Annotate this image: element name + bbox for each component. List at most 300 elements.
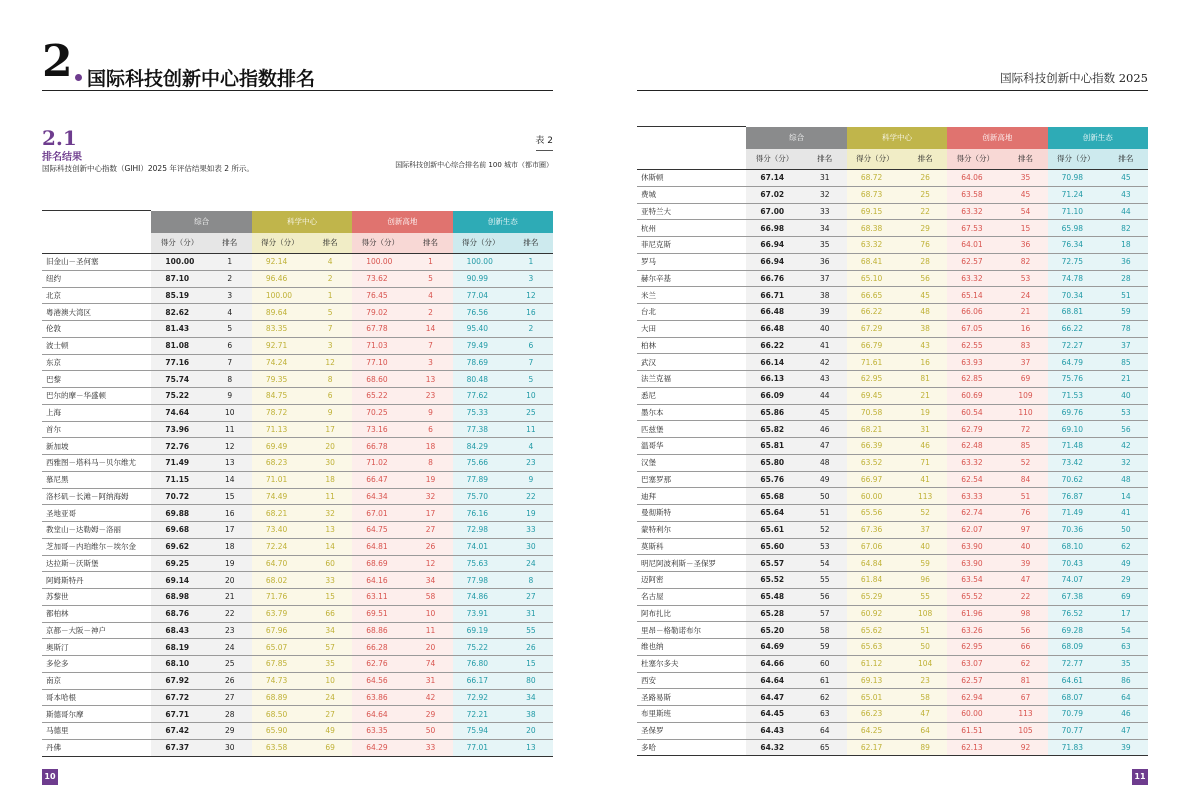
- cell-innovation-rank: 45: [1003, 186, 1047, 203]
- cell-ecosystem-score: 75.94: [453, 723, 509, 740]
- cell-ecosystem-rank: 48: [1104, 471, 1148, 488]
- table-row: [637, 454, 1148, 471]
- cell-science-score: 64.70: [252, 555, 308, 572]
- cell-innovation-rank: 105: [1003, 722, 1047, 739]
- cell-innovation-rank: 15: [1003, 220, 1047, 237]
- ranking-table-left-wrap: [42, 210, 553, 757]
- cell-innovation-score: 63.58: [947, 186, 1003, 203]
- cell-innovation-score: 62.74: [947, 505, 1003, 522]
- cell-innovation-score: 62.76: [352, 656, 408, 673]
- cell-overall-rank: 50: [803, 488, 847, 505]
- cell-innovation-score: 64.75: [352, 522, 408, 539]
- cell-science-score: 65.62: [847, 622, 903, 639]
- cell-innovation-rank: 58: [408, 589, 452, 606]
- cell-innovation-score: 79.02: [352, 304, 408, 321]
- cell-science-rank: 66: [308, 605, 352, 622]
- cell-innovation-rank: 113: [1003, 706, 1047, 723]
- cell-ecosystem-rank: 59: [1104, 304, 1148, 321]
- table-row: [637, 622, 1148, 639]
- cell-science-rank: 41: [903, 471, 947, 488]
- cell-overall-rank: 15: [208, 488, 252, 505]
- cell-science-rank: 12: [308, 354, 352, 371]
- cell-science-score: 65.01: [847, 689, 903, 706]
- cell-overall-rank: 27: [208, 689, 252, 706]
- cell-city: 米兰: [637, 287, 746, 304]
- table-row: [42, 505, 553, 522]
- cell-ecosystem-score: 77.04: [453, 287, 509, 304]
- cell-ecosystem-score: 68.07: [1048, 689, 1104, 706]
- cell-ecosystem-score: 76.16: [453, 505, 509, 522]
- cell-ecosystem-score: 84.29: [453, 438, 509, 455]
- cell-overall-score: 66.13: [746, 371, 802, 388]
- cell-ecosystem-score: 68.09: [1048, 639, 1104, 656]
- cell-city: 温哥华: [637, 438, 746, 455]
- cell-innovation-rank: 109: [1003, 387, 1047, 404]
- cell-science-score: 64.84: [847, 555, 903, 572]
- cell-overall-rank: 11: [208, 421, 252, 438]
- table-label: 表 2: [535, 136, 553, 146]
- cell-innovation-score: 64.29: [352, 739, 408, 756]
- cell-overall-rank: 59: [803, 639, 847, 656]
- cell-ecosystem-rank: 56: [1104, 421, 1148, 438]
- cell-ecosystem-rank: 17: [1104, 605, 1148, 622]
- cell-ecosystem-score: 68.10: [1048, 538, 1104, 555]
- section-title: 排名结果: [42, 152, 82, 163]
- cell-overall-rank: 49: [803, 471, 847, 488]
- cell-overall-rank: 48: [803, 454, 847, 471]
- cell-innovation-rank: 52: [1003, 454, 1047, 471]
- header-rule-right: [637, 90, 1148, 91]
- cell-overall-rank: 40: [803, 320, 847, 337]
- table-row: [637, 404, 1148, 421]
- cell-science-score: 69.13: [847, 672, 903, 689]
- cell-ecosystem-rank: 33: [509, 522, 553, 539]
- cell-ecosystem-rank: 39: [1104, 739, 1148, 756]
- cell-city: 京都－大阪－神户: [42, 622, 151, 639]
- cell-innovation-rank: 8: [408, 455, 452, 472]
- cell-innovation-score: 64.34: [352, 488, 408, 505]
- cell-overall-rank: 35: [803, 237, 847, 254]
- cell-innovation-score: 63.54: [947, 572, 1003, 589]
- cell-overall-score: 67.14: [746, 170, 802, 187]
- cell-science-rank: 64: [903, 722, 947, 739]
- cell-city: 巴黎: [42, 371, 151, 388]
- cell-city: 多哈: [637, 739, 746, 756]
- cell-science-score: 89.64: [252, 304, 308, 321]
- cell-city: 芝加哥－内珀维尔－埃尔金: [42, 538, 151, 555]
- cell-innovation-rank: 5: [408, 270, 452, 287]
- cell-ecosystem-score: 95.40: [453, 321, 509, 338]
- cell-ecosystem-rank: 32: [1104, 454, 1148, 471]
- cell-overall-score: 64.47: [746, 689, 802, 706]
- cell-innovation-rank: 82: [1003, 253, 1047, 270]
- cell-innovation-score: 65.14: [947, 287, 1003, 304]
- cell-ecosystem-rank: 19: [509, 505, 553, 522]
- cell-overall-rank: 47: [803, 438, 847, 455]
- cell-ecosystem-rank: 10: [509, 388, 553, 405]
- cell-science-rank: 58: [903, 689, 947, 706]
- cell-ecosystem-score: 65.98: [1048, 220, 1104, 237]
- cell-science-score: 72.24: [252, 538, 308, 555]
- cell-city: 迈阿密: [637, 572, 746, 589]
- cell-science-score: 62.17: [847, 739, 903, 756]
- cell-science-score: 78.72: [252, 404, 308, 421]
- cell-city: 洛杉矶－长滩－阿纳海姆: [42, 488, 151, 505]
- cell-innovation-rank: 6: [408, 421, 452, 438]
- cell-ecosystem-rank: 15: [509, 656, 553, 673]
- cell-ecosystem-rank: 54: [1104, 622, 1148, 639]
- header-group-science: 科学中心: [252, 211, 352, 233]
- cell-science-rank: 45: [903, 287, 947, 304]
- cell-ecosystem-rank: 44: [1104, 203, 1148, 220]
- cell-ecosystem-score: 77.38: [453, 421, 509, 438]
- cell-innovation-score: 62.94: [947, 689, 1003, 706]
- cell-overall-rank: 3: [208, 287, 252, 304]
- cell-science-score: 66.22: [847, 304, 903, 321]
- table-row: [42, 321, 553, 338]
- cell-overall-score: 65.57: [746, 555, 802, 572]
- cell-science-score: 71.01: [252, 471, 308, 488]
- cell-overall-score: 65.60: [746, 538, 802, 555]
- cell-city: 里昂－格勒诺布尔: [637, 622, 746, 639]
- cell-ecosystem-score: 74.01: [453, 538, 509, 555]
- cell-overall-rank: 56: [803, 588, 847, 605]
- cell-ecosystem-rank: 69: [1104, 588, 1148, 605]
- cell-ecosystem-rank: 26: [509, 639, 553, 656]
- cell-science-score: 69.15: [847, 203, 903, 220]
- cell-innovation-rank: 3: [408, 354, 452, 371]
- cell-innovation-score: 63.11: [352, 589, 408, 606]
- cell-science-rank: 46: [903, 438, 947, 455]
- table-row: [637, 237, 1148, 254]
- cell-innovation-rank: 35: [1003, 170, 1047, 187]
- ranking-table-right-wrap: [637, 126, 1148, 756]
- cell-science-score: 68.41: [847, 253, 903, 270]
- cell-overall-score: 66.48: [746, 320, 802, 337]
- header-rank: 排名: [903, 149, 947, 170]
- cell-innovation-rank: 26: [408, 538, 452, 555]
- cell-innovation-score: 63.86: [352, 689, 408, 706]
- cell-overall-rank: 29: [208, 723, 252, 740]
- header-rank: 排名: [803, 149, 847, 170]
- cell-overall-score: 66.76: [746, 270, 802, 287]
- cell-overall-score: 68.10: [151, 656, 207, 673]
- cell-overall-rank: 2: [208, 270, 252, 287]
- cell-overall-score: 72.76: [151, 438, 207, 455]
- ranking-table-right: [637, 126, 1148, 756]
- cell-innovation-rank: 47: [1003, 572, 1047, 589]
- cell-city: 费城: [637, 186, 746, 203]
- table-row: [637, 421, 1148, 438]
- cell-innovation-rank: 66: [1003, 639, 1047, 656]
- chapter-dot: [75, 74, 82, 81]
- cell-science-rank: 48: [903, 304, 947, 321]
- cell-science-rank: 96: [903, 572, 947, 589]
- cell-innovation-score: 63.32: [947, 203, 1003, 220]
- cell-science-rank: 27: [308, 706, 352, 723]
- cell-innovation-rank: 11: [408, 622, 452, 639]
- cell-innovation-score: 63.90: [947, 538, 1003, 555]
- cell-ecosystem-score: 78.69: [453, 354, 509, 371]
- cell-ecosystem-rank: 80: [509, 672, 553, 689]
- cell-science-score: 65.90: [252, 723, 308, 740]
- cell-science-score: 67.06: [847, 538, 903, 555]
- cell-innovation-rank: 98: [1003, 605, 1047, 622]
- cell-ecosystem-score: 72.92: [453, 689, 509, 706]
- cell-ecosystem-rank: 5: [509, 371, 553, 388]
- cell-innovation-score: 64.56: [352, 672, 408, 689]
- cell-science-score: 71.76: [252, 589, 308, 606]
- table-row: [637, 170, 1148, 187]
- cell-innovation-rank: 51: [1003, 488, 1047, 505]
- cell-innovation-rank: 74: [408, 656, 452, 673]
- table-row: [42, 622, 553, 639]
- cell-ecosystem-rank: 24: [509, 555, 553, 572]
- table-row: [637, 521, 1148, 538]
- cell-science-rank: 50: [903, 639, 947, 656]
- cell-overall-score: 82.62: [151, 304, 207, 321]
- table-row: [637, 287, 1148, 304]
- cell-ecosystem-score: 100.00: [453, 254, 509, 271]
- cell-ecosystem-score: 71.83: [1048, 739, 1104, 756]
- cell-ecosystem-score: 71.53: [1048, 387, 1104, 404]
- cell-science-rank: 69: [308, 739, 352, 756]
- table-row: [637, 722, 1148, 739]
- cell-innovation-rank: 34: [408, 572, 452, 589]
- cell-innovation-score: 73.16: [352, 421, 408, 438]
- cell-city: 上海: [42, 404, 151, 421]
- cell-ecosystem-rank: 21: [1104, 371, 1148, 388]
- cell-science-score: 100.00: [252, 287, 308, 304]
- cell-ecosystem-rank: 86: [1104, 672, 1148, 689]
- cell-innovation-rank: 54: [1003, 203, 1047, 220]
- cell-ecosystem-score: 75.22: [453, 639, 509, 656]
- cell-science-rank: 34: [308, 622, 352, 639]
- cell-overall-score: 71.49: [151, 455, 207, 472]
- cell-science-rank: 16: [903, 354, 947, 371]
- table-row: [42, 689, 553, 706]
- cell-science-rank: 4: [308, 254, 352, 271]
- cell-science-rank: 5: [308, 304, 352, 321]
- cell-overall-score: 69.68: [151, 522, 207, 539]
- cell-city: 莫斯科: [637, 538, 746, 555]
- cell-innovation-score: 77.10: [352, 354, 408, 371]
- header-rule-left: [42, 90, 553, 91]
- cell-innovation-rank: 19: [408, 471, 452, 488]
- cell-overall-score: 65.61: [746, 521, 802, 538]
- cell-overall-rank: 7: [208, 354, 252, 371]
- cell-science-rank: 52: [903, 505, 947, 522]
- cell-science-score: 65.63: [847, 639, 903, 656]
- ranking-table-left-body: [42, 254, 553, 757]
- table-row: [637, 605, 1148, 622]
- cell-ecosystem-rank: 16: [509, 304, 553, 321]
- table-row: [637, 220, 1148, 237]
- cell-ecosystem-rank: 34: [509, 689, 553, 706]
- cell-overall-rank: 28: [208, 706, 252, 723]
- cell-city: 杜塞尔多夫: [637, 655, 746, 672]
- table-caption: 国际科技创新中心综合排名前 100 城市（都市圈）: [395, 161, 553, 169]
- cell-science-rank: 15: [308, 589, 352, 606]
- cell-overall-score: 68.19: [151, 639, 207, 656]
- header-score: 得分（分）: [947, 149, 1003, 170]
- cell-overall-score: 68.43: [151, 622, 207, 639]
- cell-overall-rank: 12: [208, 438, 252, 455]
- cell-city: 圣地亚哥: [42, 505, 151, 522]
- ranking-table-left: [42, 210, 553, 757]
- cell-city: 菲尼克斯: [637, 237, 746, 254]
- header-score: 得分（分）: [453, 233, 509, 254]
- cell-science-rank: 76: [903, 237, 947, 254]
- cell-innovation-rank: 97: [1003, 521, 1047, 538]
- cell-ecosystem-rank: 49: [1104, 555, 1148, 572]
- cell-city: 杭州: [637, 220, 746, 237]
- cell-city: 蒙特利尔: [637, 521, 746, 538]
- cell-overall-rank: 44: [803, 387, 847, 404]
- cell-ecosystem-score: 68.81: [1048, 304, 1104, 321]
- table-row: [637, 337, 1148, 354]
- cell-city: 马德里: [42, 723, 151, 740]
- cell-overall-score: 77.16: [151, 354, 207, 371]
- cell-overall-score: 81.43: [151, 321, 207, 338]
- cell-city: 达拉斯－沃斯堡: [42, 555, 151, 572]
- cell-science-score: 71.13: [252, 421, 308, 438]
- cell-overall-score: 65.82: [746, 421, 802, 438]
- cell-city: 台北: [637, 304, 746, 321]
- cell-ecosystem-score: 74.78: [1048, 270, 1104, 287]
- cell-innovation-score: 62.54: [947, 471, 1003, 488]
- cell-innovation-score: 60.00: [947, 706, 1003, 723]
- header-group-innovation: 创新高地: [947, 127, 1047, 149]
- table-row: [42, 404, 553, 421]
- cell-ecosystem-score: 69.28: [1048, 622, 1104, 639]
- cell-ecosystem-score: 77.01: [453, 739, 509, 756]
- cell-city: 新加坡: [42, 438, 151, 455]
- table-row: [42, 337, 553, 354]
- cell-science-rank: 108: [903, 605, 947, 622]
- cell-science-score: 74.49: [252, 488, 308, 505]
- table-row: [42, 304, 553, 321]
- cell-science-score: 67.36: [847, 521, 903, 538]
- cell-ecosystem-score: 76.52: [1048, 605, 1104, 622]
- cell-ecosystem-rank: 51: [1104, 287, 1148, 304]
- table-row: [42, 555, 553, 572]
- cell-city: 西安: [637, 672, 746, 689]
- header-rank: 排名: [509, 233, 553, 254]
- cell-science-score: 83.35: [252, 321, 308, 338]
- cell-ecosystem-score: 70.62: [1048, 471, 1104, 488]
- cell-ecosystem-score: 75.33: [453, 404, 509, 421]
- cell-overall-rank: 58: [803, 622, 847, 639]
- cell-science-rank: 26: [903, 170, 947, 187]
- cell-overall-score: 67.92: [151, 672, 207, 689]
- cell-science-rank: 3: [308, 337, 352, 354]
- cell-science-score: 71.61: [847, 354, 903, 371]
- cell-ecosystem-score: 77.89: [453, 471, 509, 488]
- cell-innovation-score: 62.48: [947, 438, 1003, 455]
- cell-overall-score: 64.66: [746, 655, 802, 672]
- cell-overall-rank: 65: [803, 739, 847, 756]
- table-row: [42, 639, 553, 656]
- cell-innovation-score: 68.60: [352, 371, 408, 388]
- cell-innovation-rank: 27: [408, 522, 452, 539]
- table-row: [42, 522, 553, 539]
- cell-innovation-score: 62.95: [947, 639, 1003, 656]
- cell-ecosystem-score: 90.99: [453, 270, 509, 287]
- cell-overall-rank: 60: [803, 655, 847, 672]
- cell-innovation-score: 64.06: [947, 170, 1003, 187]
- cell-science-score: 73.40: [252, 522, 308, 539]
- cell-innovation-score: 61.51: [947, 722, 1003, 739]
- table-row: [637, 471, 1148, 488]
- cell-science-rank: 11: [308, 488, 352, 505]
- cell-ecosystem-score: 73.42: [1048, 454, 1104, 471]
- cell-innovation-rank: 14: [408, 321, 452, 338]
- cell-ecosystem-score: 69.76: [1048, 404, 1104, 421]
- cell-innovation-score: 64.81: [352, 538, 408, 555]
- cell-science-score: 65.10: [847, 270, 903, 287]
- cell-innovation-score: 62.55: [947, 337, 1003, 354]
- cell-science-score: 74.24: [252, 354, 308, 371]
- cell-science-rank: 24: [308, 689, 352, 706]
- cell-overall-score: 69.14: [151, 572, 207, 589]
- cell-overall-rank: 18: [208, 538, 252, 555]
- cell-innovation-score: 62.13: [947, 739, 1003, 756]
- cell-innovation-score: 62.57: [947, 672, 1003, 689]
- cell-ecosystem-score: 70.98: [1048, 170, 1104, 187]
- cell-city: 罗马: [637, 253, 746, 270]
- header-group-science: 科学中心: [847, 127, 947, 149]
- cell-ecosystem-rank: 11: [509, 421, 553, 438]
- cell-ecosystem-rank: 28: [1104, 270, 1148, 287]
- cell-innovation-score: 64.64: [352, 706, 408, 723]
- cell-ecosystem-score: 66.17: [453, 672, 509, 689]
- cell-overall-rank: 46: [803, 421, 847, 438]
- cell-science-score: 92.14: [252, 254, 308, 271]
- cell-city: 粤港澳大湾区: [42, 304, 151, 321]
- cell-innovation-rank: 21: [1003, 304, 1047, 321]
- cell-innovation-score: 65.52: [947, 588, 1003, 605]
- cell-innovation-score: 63.26: [947, 622, 1003, 639]
- cell-ecosystem-rank: 22: [509, 488, 553, 505]
- cell-overall-rank: 61: [803, 672, 847, 689]
- cell-science-rank: 22: [903, 203, 947, 220]
- cell-innovation-rank: 81: [1003, 672, 1047, 689]
- cell-overall-score: 64.32: [746, 739, 802, 756]
- cell-science-rank: 23: [903, 672, 947, 689]
- cell-overall-score: 65.28: [746, 605, 802, 622]
- cell-city: 墨尔本: [637, 404, 746, 421]
- cell-overall-rank: 62: [803, 689, 847, 706]
- cell-overall-rank: 25: [208, 656, 252, 673]
- cell-ecosystem-score: 74.86: [453, 589, 509, 606]
- cell-city: 汉堡: [637, 454, 746, 471]
- cell-city: 首尔: [42, 421, 151, 438]
- cell-innovation-rank: 50: [408, 723, 452, 740]
- cell-overall-rank: 5: [208, 321, 252, 338]
- cell-city: 教堂山－达勒姆－洛丽: [42, 522, 151, 539]
- cell-ecosystem-score: 72.27: [1048, 337, 1104, 354]
- cell-overall-score: 66.48: [746, 304, 802, 321]
- cell-overall-score: 66.71: [746, 287, 802, 304]
- cell-science-score: 61.84: [847, 572, 903, 589]
- cell-ecosystem-rank: 36: [1104, 253, 1148, 270]
- header-group-overall: 综合: [151, 211, 251, 233]
- cell-science-score: 63.52: [847, 454, 903, 471]
- cell-ecosystem-rank: 50: [1104, 521, 1148, 538]
- cell-city: 圣保罗: [637, 722, 746, 739]
- cell-innovation-score: 67.01: [352, 505, 408, 522]
